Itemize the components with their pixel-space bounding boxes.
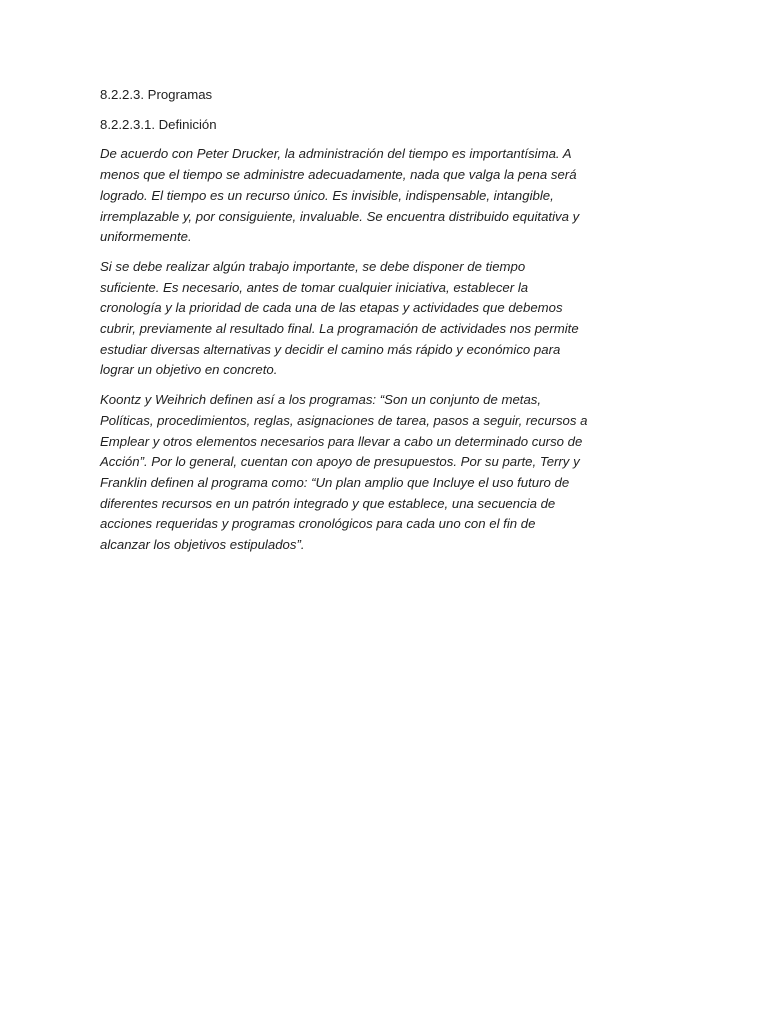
paragraph-line: alcanzar los objetivos estipulados”. (100, 537, 305, 553)
paragraph-line: Emplear y otros elementos necesarios para llevar a cabo un determinado curso de (100, 433, 583, 449)
section-heading: 8.2.2.3. Programas (100, 87, 213, 102)
paragraph-drucker (100, 144, 610, 248)
paragraph-line: Acción”. Por lo general, cuentan con apoyo de presupuestos. Por su parte, Terry y (100, 454, 580, 470)
paragraph-line: acciones requeridas y programas cronológicos para cada uno con el fin de (100, 516, 536, 532)
paragraph-trabajo (100, 257, 610, 381)
paragraph-line: irremplazable y, por consiguiente, invaluable. Se encuentra distribuido equitativa y (100, 208, 580, 224)
paragraph-line: Políticas, procedimientos, reglas, asignaciones de tarea, pasos a seguir, recursos a (100, 412, 588, 428)
paragraph-line: cubrir, previamente al resultado final. La programación de actividades nos permite (100, 321, 579, 337)
paragraph-line: menos que el tiempo se administre adecuadamente, nada que valga la pena será (100, 167, 577, 183)
paragraph-line: cronología y la prioridad de cada una de las etapas y actividades que debemos (100, 300, 563, 316)
paragraph-line: estudiar diversas alternativas y decidir el camino más rápido y económico para (100, 341, 561, 357)
paragraph-koontz (100, 390, 610, 556)
paragraph-line: Franklin definen al programa como: “Un plan amplio que Incluye el uso futuro de (100, 474, 570, 490)
paragraph-line: diferentes recursos en un patrón integrado y que establece, una secuencia de (100, 495, 556, 511)
paragraph-line: Koontz y Weihrich definen así a los programas: “Son un conjunto de metas, (100, 392, 542, 408)
paragraph-line: Si se debe realizar algún trabajo importante, se debe disponer de tiempo (100, 258, 526, 274)
paragraph-line: logrado. El tiempo es un recurso único. Es invisible, indispensable, intangible, (100, 187, 554, 203)
paragraph-line: De acuerdo con Peter Drucker, la administración del tiempo es importantísima. A (100, 146, 572, 162)
paragraph-line: suficiente. Es necesario, antes de tomar cualquier iniciativa, establecer la (100, 279, 529, 295)
document-page (100, 85, 610, 565)
subsection-heading: 8.2.2.3.1. Definición (100, 116, 217, 132)
paragraph-line: uniformemente. (100, 229, 192, 245)
paragraph-line: lograr un objetivo en concreto. (100, 362, 278, 378)
